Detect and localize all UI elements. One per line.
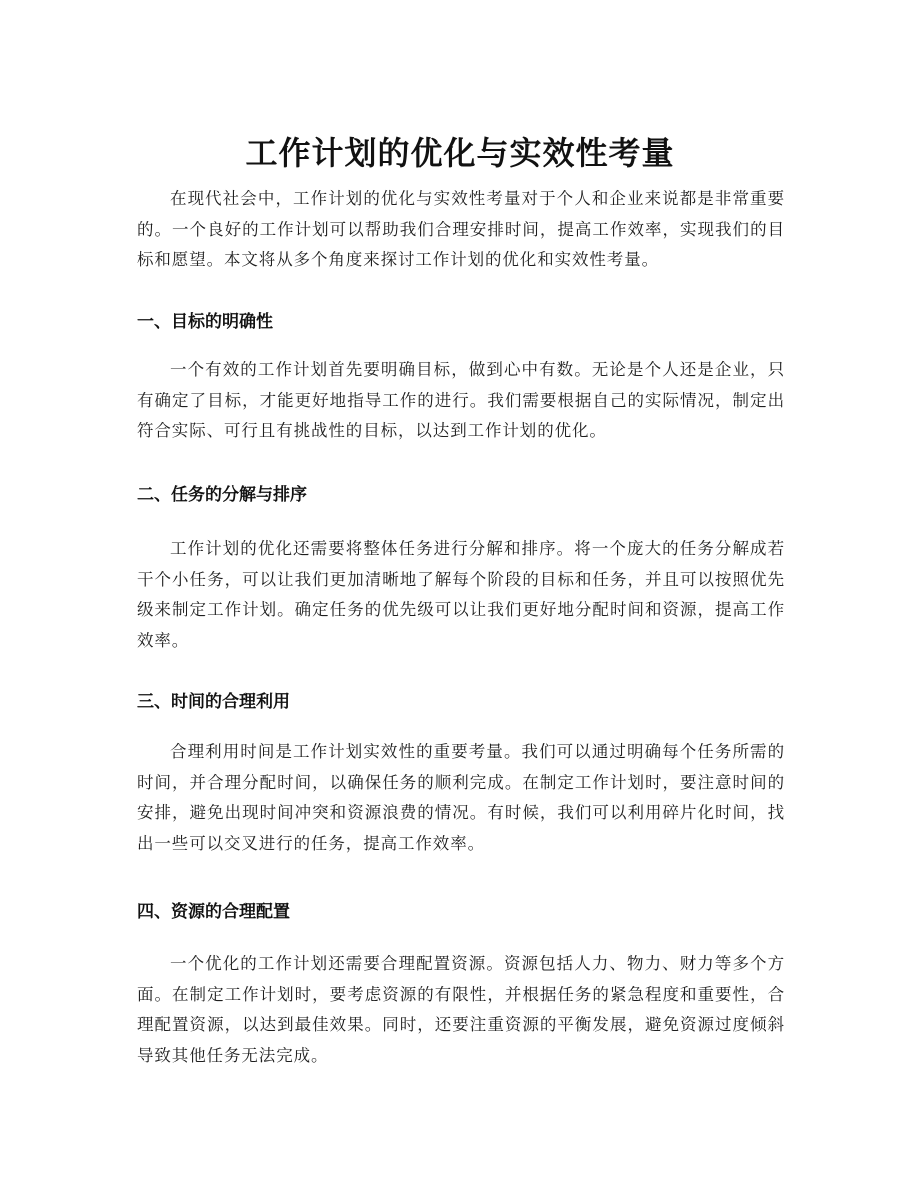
section-body-time: 合理利用时间是工作计划实效性的重要考量。我们可以通过明确每个任务所需的时间，并合理分配时间，以确保任务的顺利完成。在制定工作计划时，要注意时间的安排，避免出现时间冲突和资源浪费的情况。有时候，我们可以利用碎片化时间，找出一些可以交叉进行的任务，提高工作效率。 bbox=[137, 742, 785, 854]
document-title: 工作计划的优化与实效性考量 bbox=[245, 134, 675, 173]
section-body-tasks: 工作计划的优化还需要将整体任务进行分解和排序。将一个庞大的任务分解成若干个小任务，可以让我们更加清晰地了解每个阶段的目标和任务，并且可以按照优先级来制定工作计划。确定任务的优先级可以让我们更好地分配时间和资源，提高工作效率。 bbox=[137, 539, 785, 651]
intro-paragraph: 在现代社会中，工作计划的优化与实效性考量对于个人和企业来说都是非常重要的。一个良好的工作计划可以帮助我们合理安排时间，提高工作效率，实现我们的目标和愿望。本文将从多个角度来探讨工作计划的优化和实效性考量。 bbox=[137, 189, 785, 270]
section-heading-resources: 四、资源的合理配置 bbox=[137, 902, 290, 922]
section-body-goals: 一个有效的工作计划首先要明确目标，做到心中有数。无论是个人还是企业，只有确定了目标，才能更好地指导工作的进行。我们需要根据自己的实际情况，制定出符合实际、可行且有挑战性的目标，以达到工作计划的优化。 bbox=[137, 360, 785, 441]
section-body-resources: 一个优化的工作计划还需要合理配置资源。资源包括人力、物力、财力等多个方面。在制定工作计划时，要考虑资源的有限性，并根据任务的紧急程度和重要性，合理配置资源，以达到最佳效果。同时，还要注重资源的平衡发展，避免资源过度倾斜导致其他任务无法完成。 bbox=[137, 954, 785, 1066]
section-heading-goals: 一、目标的明确性 bbox=[137, 312, 273, 332]
section-heading-time: 三、时间的合理利用 bbox=[137, 692, 290, 712]
section-heading-tasks: 二、任务的分解与排序 bbox=[137, 485, 307, 505]
